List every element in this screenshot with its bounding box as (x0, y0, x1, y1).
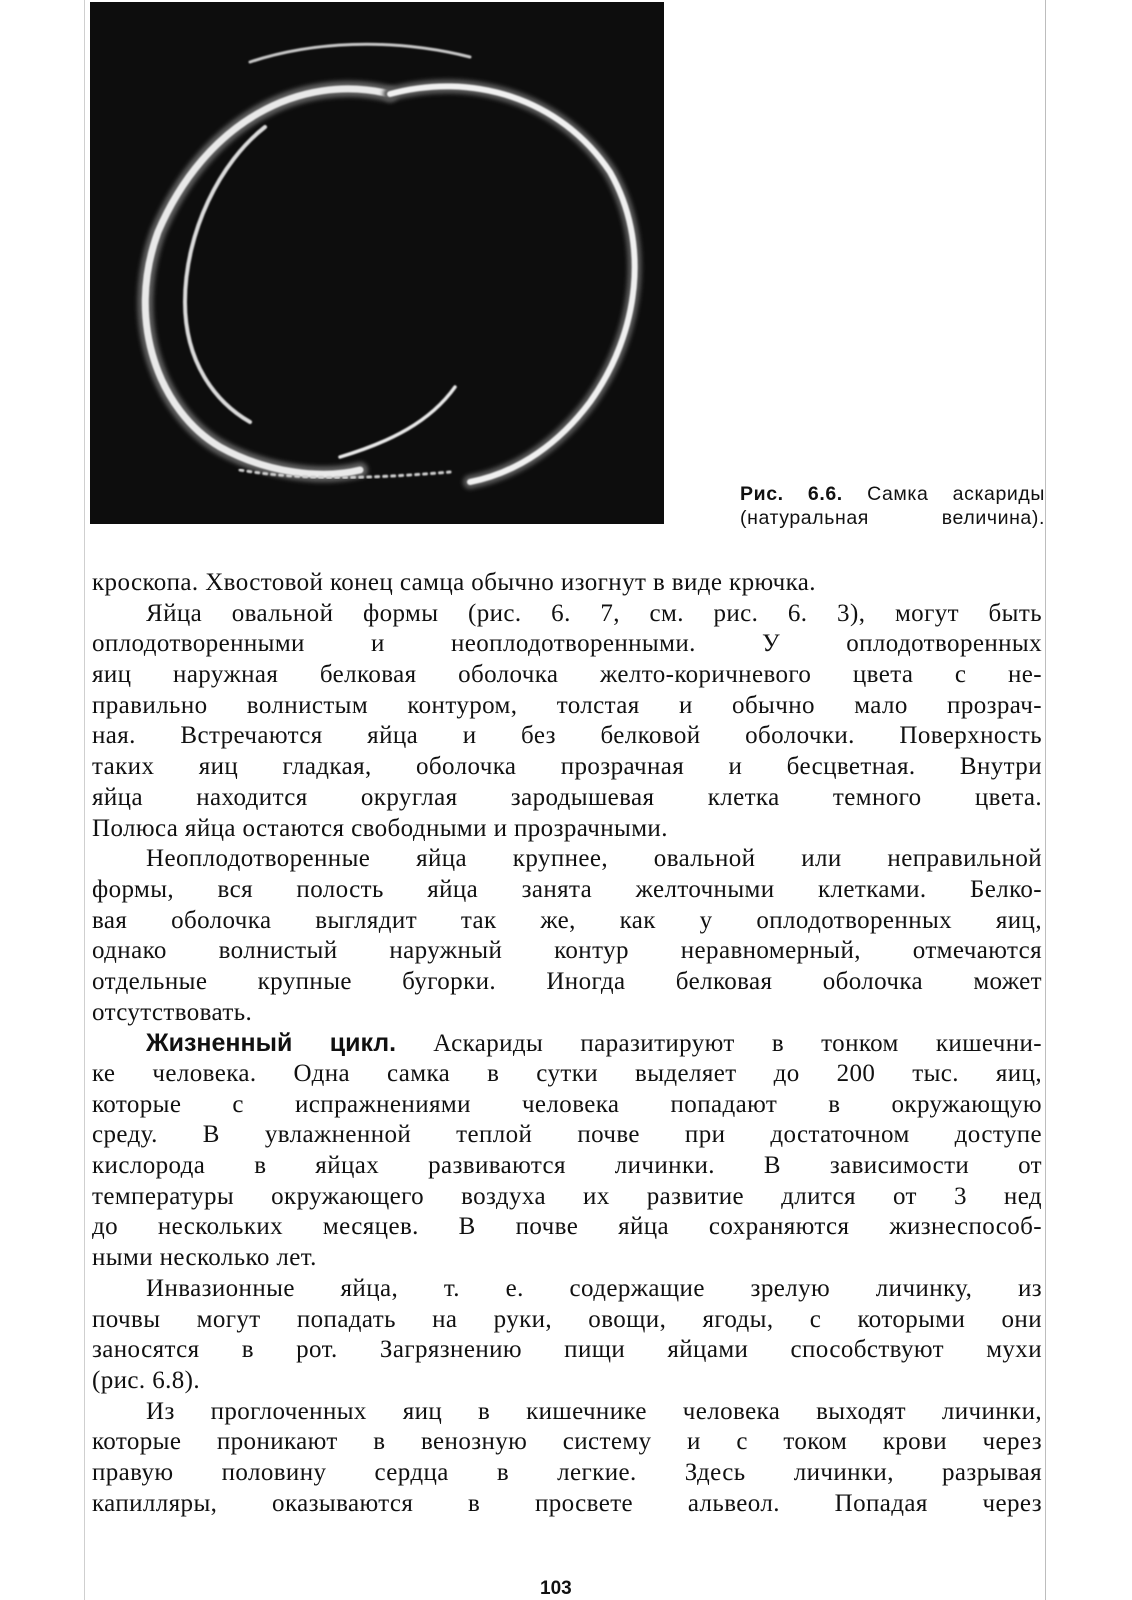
text-line-content: которые с испражнениями человека попадают в окружающую (92, 1090, 1042, 1118)
text-line (92, 1274, 1042, 1305)
text-line-content: (рис. 6.8). (92, 1366, 201, 1394)
figure-caption (740, 482, 1045, 530)
roundworm-illustration (90, 2, 664, 524)
text-line-content: Аскариды паразитируют в тонком кишечни- (396, 1030, 1042, 1058)
text-line-content: среду. В увлажненной теплой почве при достаточном доступе (92, 1121, 1042, 1149)
text-line-content: которые проникают в венозную систему и с током крови через (92, 1428, 1042, 1456)
text-line-content: ными несколько лет. (92, 1244, 317, 1272)
text-line-content: до нескольких месяцев. В почве яйца сохраняются жизнеспособ- (92, 1213, 1042, 1241)
text-line-content: Полюса яйца остаются свободными и прозрачными. (92, 814, 668, 842)
text-line-content: Яйца овальной формы (рис. 6. 7, см. рис. 6. 3), могут быть (146, 599, 1042, 627)
text-line-content: капилляры, оказываются в просвете альвеол. Попадая через (92, 1489, 1042, 1517)
text-line (92, 1028, 1042, 1059)
text-line (92, 844, 1042, 875)
text-line (92, 629, 1042, 660)
text-line (92, 568, 1042, 599)
text-line (92, 721, 1042, 752)
text-line (92, 752, 1042, 783)
text-line (92, 599, 1042, 630)
text-line (92, 1305, 1042, 1336)
text-line-content: оплодотворенными и неоплодотворенными. У оплодотворенных (92, 630, 1042, 658)
text-line (92, 1366, 1042, 1397)
text-line-content: Из проглоченных яиц в кишечнике человека выходят личинки, (146, 1397, 1042, 1425)
text-line-content: ке человека. Одна самка в сутки выделяет до 200 тыс. яиц, (92, 1060, 1042, 1087)
text-line (92, 660, 1042, 691)
text-line (92, 1458, 1042, 1489)
caption-text-1: Самка аскариды (867, 483, 1045, 505)
text-line-content: формы, вся полость яйца занята желточными клетками. Белко- (92, 875, 1042, 903)
page-edge-right (1045, 0, 1046, 1600)
text-line-content: яиц наружная белковая оболочка желто-коричневого цвета с не- (92, 661, 1042, 689)
text-line (92, 814, 1042, 845)
text-line (92, 1090, 1042, 1121)
text-line-content: яйца находится округлая зародышевая клетка темного цвета. (92, 783, 1042, 811)
caption-line-2: (натуральная величина). (740, 507, 1045, 529)
text-line-content: кроскопа. Хвостовой конец самца обычно изогнут в виде крючка. (92, 569, 816, 596)
text-line-content: правильно волнистым контуром, толстая и обычно мало прозрач- (92, 691, 1042, 719)
text-line (92, 691, 1042, 722)
figure-label: Рис. 6.6. (740, 483, 843, 505)
text-line (92, 1120, 1042, 1151)
text-line-content: кислорода в яйцах развиваются личинки. В зависимости от (92, 1152, 1042, 1180)
text-line (92, 936, 1042, 967)
text-line (92, 1059, 1042, 1090)
text-line (92, 1489, 1042, 1520)
text-line (92, 998, 1042, 1029)
text-line-content: ная. Встречаются яйца и без белковой оболочки. Поверхность (92, 722, 1042, 750)
figure-photo-roundworm (90, 2, 664, 524)
text-line-content: температуры окружающего воздуха их развитие длится от 3 нед (92, 1182, 1042, 1210)
text-line (92, 1427, 1042, 1458)
caption-line-1 (740, 482, 1045, 506)
text-line-content: почвы могут попадать на руки, овощи, ягоды, с которыми они (92, 1305, 1042, 1333)
text-line (92, 1212, 1042, 1243)
section-heading: Жизненный цикл. (146, 1029, 397, 1058)
text-line (92, 1182, 1042, 1213)
text-line-content: отдельные крупные бугорки. Иногда белковая оболочка может (92, 967, 1042, 995)
text-line-content: отсутствовать. (92, 998, 253, 1026)
text-line-content: правую половину сердца в легкие. Здесь личинки, разрывая (92, 1458, 1042, 1486)
text-line-content: вая оболочка выглядит так же, как у оплодотворенных яиц, (92, 906, 1042, 934)
text-line (92, 1151, 1042, 1182)
text-line (92, 1397, 1042, 1428)
text-line-content: заносятся в рот. Загрязнению пищи яйцами способствуют мухи (92, 1336, 1042, 1364)
text-line-content: Неоплодотворенные яйца крупнее, овальной или неправильной (146, 845, 1042, 873)
page-edge-left (84, 0, 85, 1600)
text-line (92, 1335, 1042, 1366)
page-number: 103 (540, 1578, 572, 1599)
text-line-content: таких яиц гладкая, оболочка прозрачная и бесцветная. Внутри (92, 753, 1042, 781)
text-line (92, 1243, 1042, 1274)
body-text (92, 568, 1042, 1519)
text-line-content: Инвазионные яйца, т. е. содержащие зрелую личинку, из (146, 1274, 1042, 1302)
text-line (92, 783, 1042, 814)
text-line-content: однако волнистый наружный контур неравномерный, отмечаются (92, 937, 1042, 965)
text-line (92, 906, 1042, 937)
text-line (92, 875, 1042, 906)
text-line (92, 967, 1042, 998)
